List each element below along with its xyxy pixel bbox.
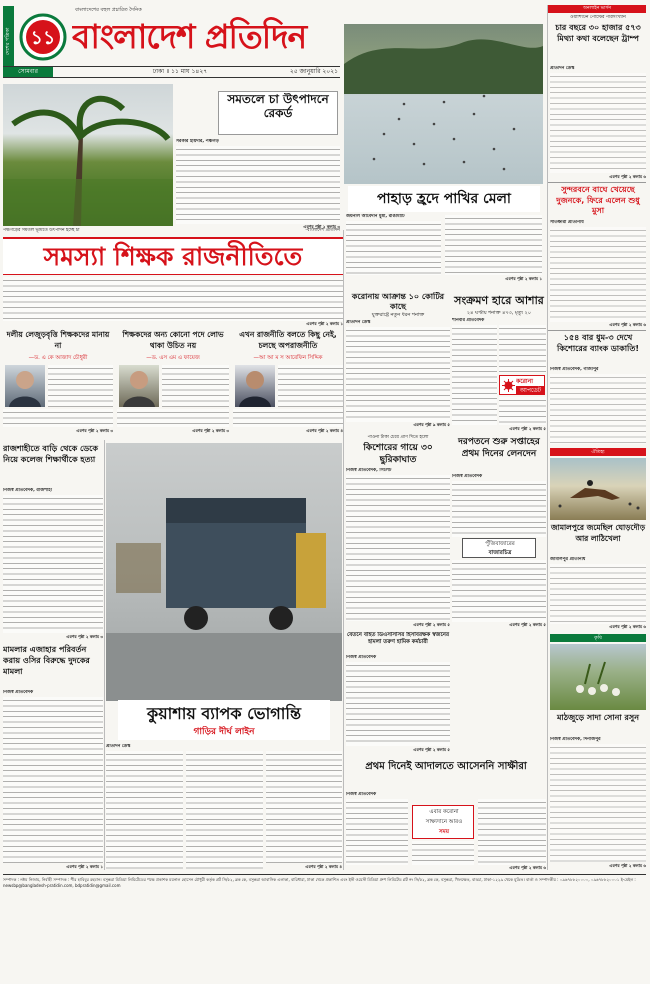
covid-byline: প্রতিদিন ডেস্ক: [346, 320, 371, 325]
court-quote-c: সময়: [439, 829, 449, 835]
virus-icon: [502, 379, 515, 392]
fog-jump: এরপর পৃষ্ঠা ২ কলাম ৪: [305, 864, 342, 869]
jamalpur-jump: এরপর পৃষ্ঠা ২ কলাম ৬: [609, 624, 646, 629]
court-quote-a: এবার করোনা: [429, 809, 459, 815]
tender-jump: এরপর পৃষ্ঠা ২ কলাম ৫: [509, 622, 546, 627]
jamalpur-body: [550, 564, 646, 624]
tea-caption: পঞ্চগড়ের সমতল ভূমিতে উৎপাদন হচ্ছে চা: [3, 228, 80, 233]
q2-jump: এরপর পৃষ্ঠা ২ কলাম ৩: [192, 428, 229, 433]
tender-body-a: [452, 481, 546, 537]
garlic-title: মাঠজুড়ে সাদা সোনা রসুন: [556, 713, 639, 722]
rajshahi-title: রাজশাহীতে বাড়ি থেকে ডেকে নিয়ে কলেজ শিক্ষার্থীকে হত্যা: [3, 444, 98, 464]
q2-name: —ড. এস এম এ ফায়েজ: [146, 355, 200, 361]
infect-jump: এরপর পৃষ্ঠা ২ কলাম ৫: [509, 426, 546, 431]
rajshahi-byline: নিজস্ব প্রতিবেদক, রাজশাহী: [3, 488, 52, 493]
masthead-title: বাংলাদেশ প্রতিদিন: [72, 17, 307, 56]
bus-byline: নিজস্ব প্রতিবেদক: [346, 655, 377, 660]
kishore-title: কিশোরের গায়ে ৩০ ছুরিকাঘাত: [363, 443, 433, 465]
footer-rule: [3, 874, 646, 875]
birds-title: পাহাড় হ্রদে পাখির মেলা: [377, 191, 511, 207]
fog-title: কুয়াশায় ব্যাপক ভোগান্তি: [147, 704, 301, 723]
kishore-kicker: পাওনা টাকা চেয়ে প্রাণ দিতে হলো: [367, 435, 429, 440]
court-body-b: [412, 841, 474, 865]
court-title: প্রথম দিনেই আদালতে আসেননি সাক্ষীরা: [365, 761, 527, 772]
tea-body: [176, 146, 340, 224]
footer-imprint: সম্পাদক : নঈম নিজাম, নির্বাহী সম্পাদক : পীর হাবিবুর রহমান। বসুন্ধরা মিডিয়া লিমিটেডের পক্ষে প্রকাশক ময়নাল হোসেন চৌধুরী কর্তৃক প্লট সি/৫২, ব্লক কে, বসুন্ধরা আবাসিক এলাকা, বারিধারা, ঢাকা থেকে প্রকাশিত এবং ইস্ট ওয়েস্ট মিডিয়া গ্রুপ লিমিটেড প্লট নং সি/৫২, ব্লক কে, বসুন্ধরা, খিলক্ষেত, বাড্ডা, ঢাকা-১২২৯ থেকে মুদ্রিত। বার্তা ও সম্পাদকীয় : ০৯৬৭৮৮২০০০০, ০৯৬৭৮৮২০০০১ ই-মেইল : newsbp@bangladesh-pratidin.com, bdpratidin@gmail.com: [3, 877, 636, 888]
kishore-jump: এরপর পৃষ্ঠা ২ কলাম ৫: [413, 622, 450, 627]
court-jump: এরপর পৃষ্ঠা ২ কলাম ৬: [509, 865, 546, 870]
bank-title: ১৫৪ বার ধুম-৩ দেখে কিশোরের ব্যাংক ডাকাতি!: [557, 333, 639, 353]
infect-body-a: [452, 325, 497, 425]
mamla-jump: এরপর পৃষ্ঠা ২ কলাম ১: [66, 864, 103, 869]
tender-byline: নিজস্ব প্রতিবেদক: [452, 474, 483, 479]
edition-badge: অনলাইন ভার্সন: [548, 5, 646, 13]
fog-body-c: [266, 751, 342, 863]
q3-portrait: [235, 365, 275, 407]
q2-portrait: [119, 365, 159, 407]
covid-jump: এরপর পৃষ্ঠা ৯ কলাম ৫: [413, 422, 450, 427]
bank-body: [550, 374, 646, 444]
court-body-a: [346, 799, 408, 865]
rajshahi-jump: এরপর পৃষ্ঠা ২ কলাম ৩: [66, 634, 103, 639]
trump-title: চার বছরে ৩০ হাজার ৫৭৩ মিথ্যা কথা বলেছেন ট্রাম্প: [555, 23, 641, 43]
fog-body-b: [186, 751, 263, 869]
court-quote: [412, 805, 474, 839]
infect-sub: ২৪ ঘণ্টায় শনাক্ত ৪৭৩, মৃত্যু ২০: [466, 310, 532, 316]
sundarban-body: [550, 227, 646, 322]
mamla-byline: নিজস্ব প্রতিবেদক: [3, 690, 34, 695]
court-byline: নিজস্ব প্রতিবেদক: [346, 792, 377, 797]
trump-byline: প্রতিদিন ডেস্ক: [550, 66, 575, 71]
tender-body-b: [452, 560, 546, 622]
trump-kicker: ওয়াশিংটন পোস্টের পরিসংখ্যান: [570, 15, 626, 20]
q1-body-b: [3, 409, 113, 427]
sundarban-byline: সাতক্ষীরা প্রতিনিধি: [550, 220, 584, 225]
jamalpur-title: জামালপুরে জমেছিল ঘোড়দৌড় আর লাঠিখেলা: [550, 523, 646, 543]
garlic-photo: [550, 644, 646, 710]
q3-name: —আ আ ম স আরেফিন সিদ্দিক: [253, 355, 323, 361]
mamla-title: মামলার এজাহার পরিবর্তন করায় ওসির বিরুদ্ধে দুদকের মামলা: [3, 645, 90, 676]
tea-credit: -বাংলাদেশ প্রতিদিন: [305, 228, 340, 233]
birds-body-col1: [346, 221, 441, 275]
politics-title: সমস্যা শিক্ষক রাজনীতিতে: [43, 242, 303, 271]
column-rule: [343, 230, 344, 870]
q3-title: এখন রাজনীতি বলতে কিছু নেই, চলছে অপরাজনীতি: [239, 330, 337, 350]
sundarban-title: সুন্দরবনে বাঘে খেয়েছে দুজনকে, ফিরে এলেন শুধু মুসা: [556, 185, 640, 215]
tea-jump: এরপর পৃষ্ঠা ২ কলাম ৩: [303, 224, 340, 229]
infect-body-b: [499, 325, 546, 373]
covid-title: করোনায় আক্রান্ত ১০ কোটির কাছে: [351, 292, 445, 311]
jamalpur-byline: জামালপুর প্রতিনিধি: [550, 557, 586, 562]
q3-body-b: [233, 409, 343, 427]
sundarban-box: [548, 182, 646, 183]
q2-title: শিক্ষকদের অন্য কোনো পদে লোভ থাকা উচিত নয়: [122, 330, 224, 350]
covid-body: [346, 327, 450, 422]
q1-jump: এরপর পৃষ্ঠা ২ কলাম ৩: [76, 428, 113, 433]
bus-title: বেতনে বহিত ডিএসসিসির হিসাবরক্ষক স্বজনের হামলা তরুণ হামিক কর্মচারী: [347, 632, 449, 646]
infect-body-c: [499, 397, 546, 425]
q1-portrait: [5, 365, 45, 407]
q1-title: দলীয় লেজুড়বৃত্তি শিক্ষকদের মানায় না: [6, 330, 110, 350]
column-rule: [547, 5, 548, 870]
sundarban-jump: এরপর পৃষ্ঠা ২ কলাম ৬: [609, 322, 646, 327]
covid-badge: [499, 375, 545, 395]
q2-body-b: [117, 409, 229, 427]
anniversary-logo-icon: [17, 13, 69, 63]
bank-byline: নিজস্ব প্রতিবেদক, গাজীপুর: [550, 367, 599, 372]
fog-body-a: [106, 751, 183, 869]
masthead-place-date: ঢাকা ॥ ১১ মাঘ ১৪২৭: [152, 68, 208, 75]
column-rule: [104, 440, 105, 870]
kishore-byline: নিজস্ব প্রতিবেদক, সিলেট: [346, 468, 392, 473]
masthead: [0, 0, 340, 84]
garlic-body: [550, 744, 646, 862]
q1-name: —ড. এ কে আজাদ চৌধুরী: [28, 355, 88, 361]
tender-box-a: পুঁজিবাজারের: [485, 541, 515, 547]
covid-badge-b: আপডেট: [516, 386, 545, 395]
birds-body-col2: [445, 215, 542, 275]
masthead-tagline: বাংলাদেশের বহুল প্রচারিত দৈনিক: [75, 7, 142, 13]
covid-badge-a: করোনা: [516, 378, 533, 385]
q1-body-a: [48, 365, 113, 407]
trump-jump: এরপর পৃষ্ঠা ২ কলাম ৬: [609, 174, 646, 179]
q3-block: [233, 329, 343, 449]
trump-body: [550, 73, 646, 173]
infect-title: সংক্রমণ হারে আশার: [454, 294, 544, 307]
masthead-eng-date: ২৫ জানুয়ারি ২০২১: [289, 68, 338, 75]
fog-byline: প্রতিদিন ডেস্ক: [106, 744, 131, 749]
birds-jump: এরপর পৃষ্ঠা ২ কলাম ১: [505, 276, 542, 281]
bank-box: [548, 330, 646, 331]
tea-title: সমতলে চা উৎপাদনে রেকর্ড: [227, 93, 329, 120]
masthead-day: সোমবার: [3, 67, 53, 77]
court-body-c: [478, 799, 546, 865]
garlic-byline: নিজস্ব প্রতিবেদক, দিনাজপুর: [550, 737, 601, 742]
garlic-kicker: কৃষি: [550, 634, 646, 642]
mamla-body: [3, 697, 103, 863]
bus-jump: এরপর পৃষ্ঠা ২ কলাম ৫: [413, 747, 450, 752]
garlic-jump: এরপর পৃষ্ঠা ২ কলাম ৬: [609, 863, 646, 868]
politics-lede: [3, 277, 343, 321]
tender-box-b: বাজারচিত্র: [488, 550, 512, 556]
fog-photo: [106, 443, 342, 701]
bus-body: [346, 662, 450, 746]
infect-byline: শনিবার প্রতিবেদক: [452, 318, 485, 323]
covid-sub: যুক্তরাষ্ট্রে নতুন ধরন শনাক্ত: [371, 312, 425, 318]
q2-body-a: [162, 365, 229, 407]
q2-block: [117, 329, 229, 449]
q3-body-a: [278, 365, 343, 407]
svg-text:১১: ১১: [30, 27, 56, 49]
jamalpur-kicker: ঐতিহ্য: [550, 448, 646, 456]
kishore-body: [346, 475, 450, 621]
masthead-side-tab: দেশের পত্রিকা: [3, 6, 14, 76]
politics-jump: এরপর পৃষ্ঠা ২ কলাম ১: [306, 321, 343, 326]
rajshahi-body: [3, 495, 103, 633]
fog-sub: গাড়ির দীর্ঘ লাইন: [193, 727, 255, 737]
birds-photo: [344, 24, 543, 184]
tea-photo: [3, 84, 173, 226]
tea-byline: সরকার হায়দার, পঞ্চগড়: [176, 139, 219, 144]
court-quote-b: সাক্ষ্যদানে আরও: [425, 819, 463, 825]
q3-jump: এরপর পৃষ্ঠা ২ কলাম ৪: [306, 428, 343, 433]
tender-title: দরপতনে শুরু সপ্তাহের প্রথম দিনের লেনদেন: [458, 437, 540, 459]
jamalpur-photo: [550, 458, 646, 520]
tender-box: [462, 538, 536, 558]
birds-byline: জয়নাল আবেদীন মুন্না, রাঙামাটি: [346, 214, 405, 219]
